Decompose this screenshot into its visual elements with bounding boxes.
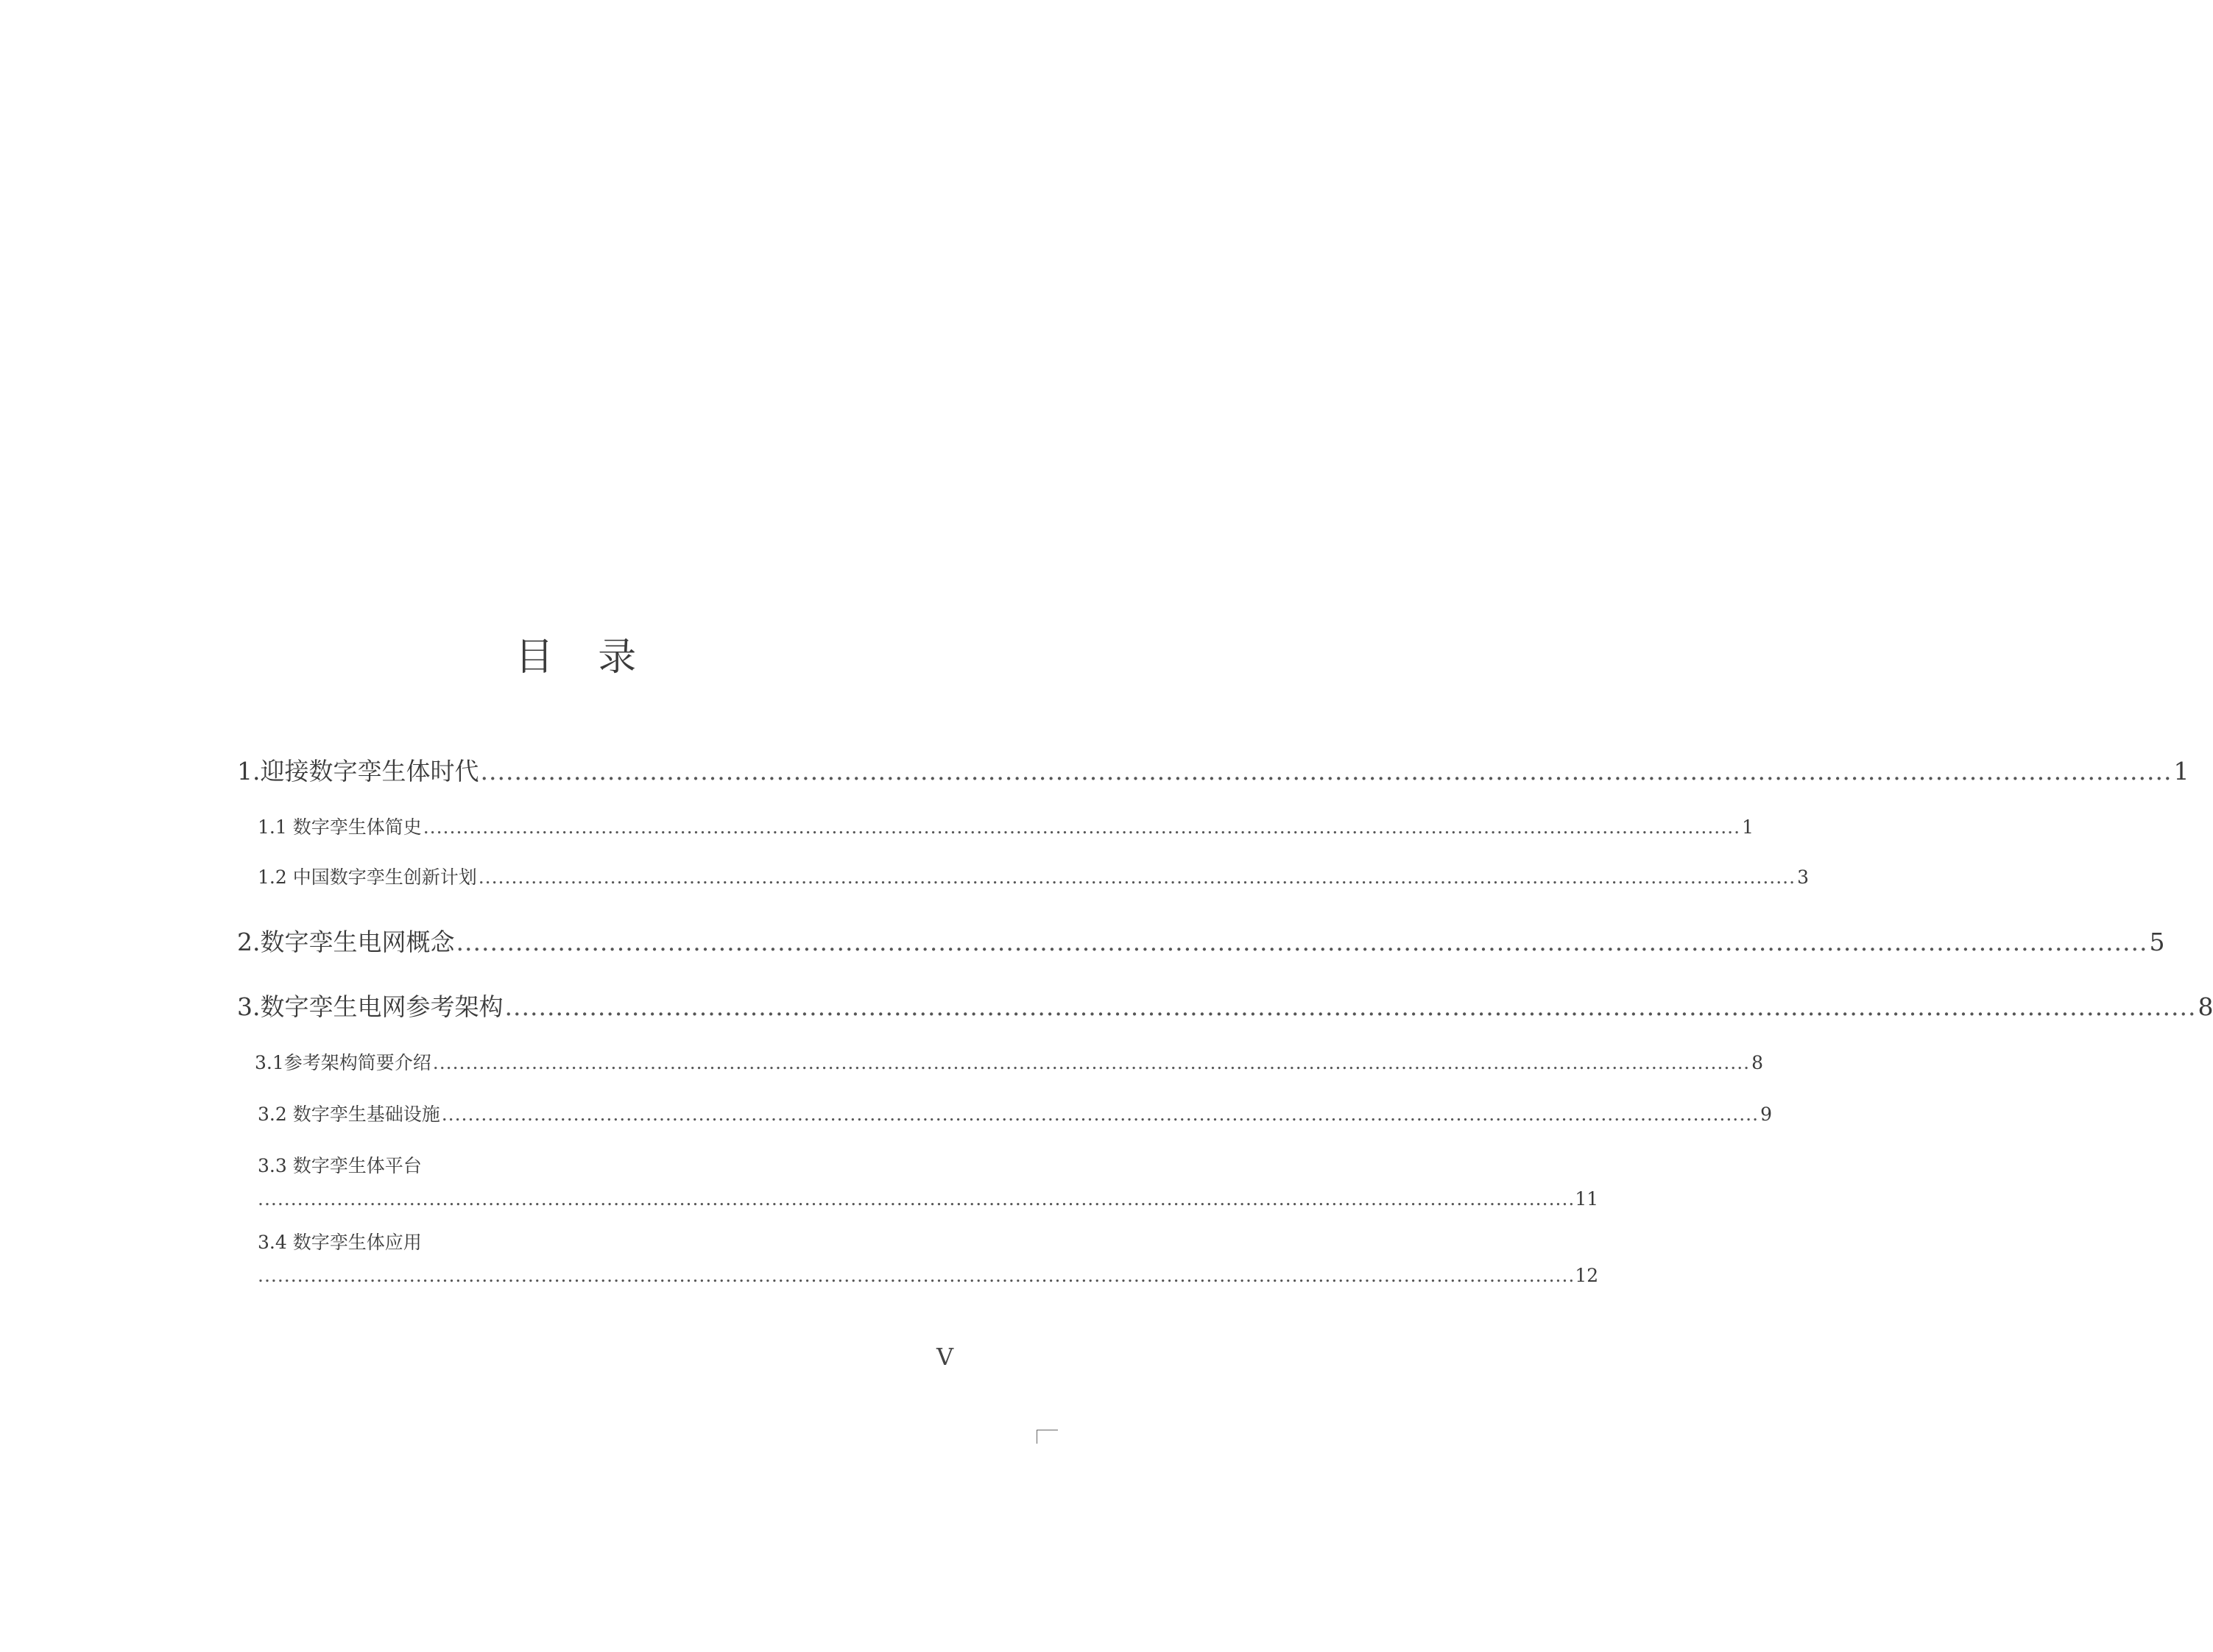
toc-entry-page: 1 (1742, 816, 1754, 838)
crop-mark (1037, 1430, 1058, 1444)
toc-entry-label: 3.数字孪生电网参考架构 (237, 992, 504, 1021)
toc-leader: ........................................................................................................................................................................................................ (258, 1188, 1575, 1210)
toc-entry-page: 11 (1575, 1188, 1599, 1210)
toc-entry-label: 1.2 中国数字孪生创新计划 (258, 866, 477, 888)
toc-entry-label: 3.4 数字孪生体应用 (258, 1232, 422, 1253)
toc-entry-page: 3 (1797, 866, 1809, 888)
toc-entry-3-3[interactable] (258, 1151, 1599, 1210)
toc-entry-label: 3.1参考架构简要介绍 (255, 1052, 431, 1073)
toc-title: 目 录 (515, 635, 653, 679)
toc-leader: ........................................................................................................................................................................................................ (480, 757, 2173, 786)
toc-entry-3-4[interactable] (258, 1228, 1599, 1286)
toc-entry-page: 8 (1751, 1052, 1764, 1073)
toc-leader: ........................................................................................................................................................................................................ (478, 866, 1796, 888)
toc-entry-page: 12 (1575, 1265, 1599, 1286)
toc-leader: ........................................................................................................................................................................................................ (456, 928, 2148, 956)
toc-entry-label: 3.3 数字孪生体平台 (258, 1155, 422, 1176)
toc-entry-1-2[interactable] (258, 863, 1809, 889)
toc-entry-1-1[interactable] (258, 813, 1754, 839)
toc-entry-page: 5 (2149, 928, 2165, 956)
toc-entry-label: 3.2 数字孪生基础设施 (258, 1104, 440, 1125)
toc-entry-page: 8 (2198, 992, 2213, 1021)
toc-entry-label: 1.1 数字孪生体简史 (258, 816, 422, 838)
toc-entry-page: 9 (1760, 1104, 1772, 1125)
toc-leader: ........................................................................................................................................................................................................ (258, 1265, 1575, 1286)
toc-entry-1[interactable] (237, 752, 2189, 787)
page-number: V (936, 1343, 954, 1371)
toc-entry-label: 1.迎接数字孪生体时代 (237, 757, 479, 786)
toc-entry-3-1[interactable] (255, 1048, 1764, 1075)
toc-leader: ........................................................................................................................................................................................................ (441, 1104, 1760, 1125)
toc-entry-page: 1 (2173, 757, 2189, 786)
toc-entry-3[interactable] (237, 988, 2213, 1023)
toc-entry-label: 2.数字孪生电网概念 (237, 928, 455, 956)
toc-entry-3-2[interactable] (258, 1100, 1772, 1126)
toc-entry-2[interactable] (237, 923, 2165, 958)
toc-leader: ........................................................................................................................................................................................................ (432, 1052, 1751, 1073)
toc-leader: ........................................................................................................................................................................................................ (423, 816, 1741, 838)
toc-leader: ........................................................................................................................................................................................................ (504, 992, 2197, 1021)
